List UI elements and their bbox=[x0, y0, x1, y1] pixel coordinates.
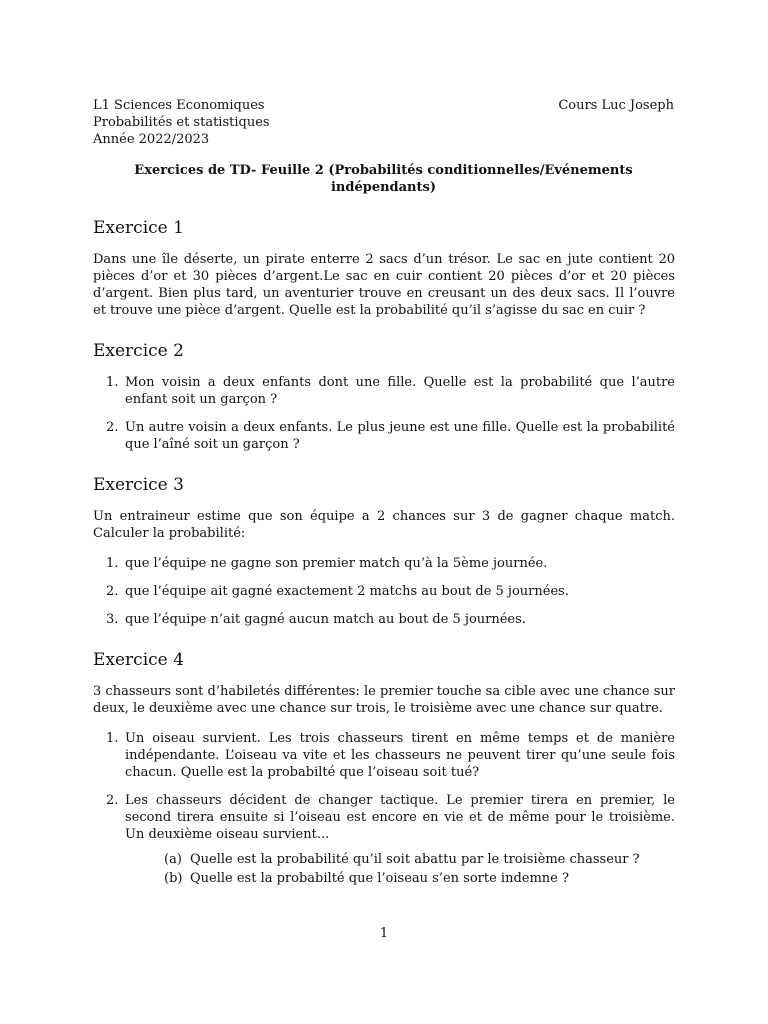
item-number: 2. bbox=[106, 420, 119, 435]
title-line-1: Exercices de TD- Feuille 2 (Probabilités conditionnelles/Evénements bbox=[134, 163, 633, 178]
exercise-3 bbox=[93, 475, 675, 628]
item-text: que l’équipe n’ait gagné aucun match au bout de 5 journées. bbox=[125, 612, 526, 627]
item-number: 1. bbox=[106, 375, 119, 390]
exercise-2-list bbox=[93, 374, 675, 453]
sub-question-text: Quelle est la probabilté que l’oiseau s’en sorte indemne ? bbox=[190, 871, 569, 886]
program-name: L1 Sciences Economiques bbox=[93, 98, 265, 113]
exercise-1-heading: Exercice 1 bbox=[93, 218, 184, 238]
course-name: Probabilités et statistiques bbox=[93, 115, 270, 130]
item-text: Un autre voisin a deux enfants. Le plus jeune est une fille. Quelle est la probabilité que l’aîné soit un garçon ? bbox=[125, 420, 675, 452]
item-text: Mon voisin a deux enfants dont une fille. Quelle est la probabilité que l’autre enfant soit un garçon ? bbox=[125, 375, 675, 407]
item-text: Un oiseau survient. Les trois chasseurs tirent en même temps et de manière indépendante. L’oiseau va vite et les chasseurs ne peuvent tirer qu’une seule fois chacun. Quelle est la probabilté que l’oiseau soit tué? bbox=[125, 731, 675, 780]
item-number: 1. bbox=[106, 731, 119, 746]
exercise-3-intro: Un entraineur estime que son équipe a 2 chances sur 3 de gagner chaque match. Calculer la probabilité: bbox=[93, 509, 675, 541]
exercise-4-list bbox=[93, 730, 675, 887]
list-item bbox=[93, 611, 675, 628]
title-line-2: indépendants) bbox=[330, 180, 436, 195]
page-number: 1 bbox=[379, 926, 389, 941]
instructor-name: Cours Luc Joseph bbox=[558, 98, 674, 113]
document-title bbox=[93, 162, 674, 196]
exercise-4 bbox=[93, 650, 675, 887]
academic-year: Année 2022/2023 bbox=[93, 132, 210, 147]
header-left bbox=[93, 97, 270, 148]
exercise-3-heading: Exercice 3 bbox=[93, 475, 184, 495]
exercise-2 bbox=[93, 341, 675, 453]
exercise-1-text: Dans une île déserte, un pirate enterre 2 sacs d’un trésor. Le sac en jute contient 20 pièces d’or et 30 pièces d’argent.Le sac en cuir contient 20 pièces d’or et 20 pièces d’argent. Bien plus tard, un aventurier trouve en creusant un des deux sacs. Il l’ouvre et trouve une pièce d’argent. Quelle est la probabilité qu’il s’agisse du sac en cuir ? bbox=[93, 252, 675, 318]
exercise-3-list bbox=[93, 555, 675, 628]
sub-question bbox=[125, 851, 675, 868]
item-number: 1. bbox=[106, 556, 119, 571]
item-number: 2. bbox=[106, 793, 119, 808]
item-number: 2. bbox=[106, 584, 119, 599]
exercise-1 bbox=[93, 218, 675, 319]
item-text: que l’équipe ait gagné exactement 2 matchs au bout de 5 journées. bbox=[125, 584, 569, 599]
list-item bbox=[93, 555, 675, 572]
sub-question-label: (a) bbox=[164, 852, 182, 867]
item-text: Les chasseurs décident de changer tactique. Le premier tirera en premier, le second tirera ensuite si l’oiseau est encore en vie et de même pour le troisième. Un deuxième oiseau survient... bbox=[125, 793, 675, 842]
exercise-4-intro: 3 chasseurs sont d’habiletés différentes: le premier touche sa cible avec une chance sur deux, le deuxième avec une chance sur trois, le troisième avec une chance sur quatre. bbox=[93, 684, 675, 716]
sub-question-list bbox=[125, 851, 675, 887]
item-number: 3. bbox=[106, 612, 119, 627]
exercise-2-heading: Exercice 2 bbox=[93, 341, 184, 361]
exercise-4-heading: Exercice 4 bbox=[93, 650, 184, 670]
list-item bbox=[93, 374, 675, 408]
list-item bbox=[93, 730, 675, 781]
list-item bbox=[93, 792, 675, 887]
list-item bbox=[93, 583, 675, 600]
exercises bbox=[93, 218, 675, 909]
page-header bbox=[93, 97, 674, 148]
sub-question bbox=[125, 870, 675, 887]
sub-question-label: (b) bbox=[164, 871, 183, 886]
list-item bbox=[93, 419, 675, 453]
sub-question-text: Quelle est la probabilité qu’il soit abattu par le troisième chasseur ? bbox=[190, 852, 640, 867]
item-text: que l’équipe ne gagne son premier match qu’à la 5ème journée. bbox=[125, 556, 548, 571]
